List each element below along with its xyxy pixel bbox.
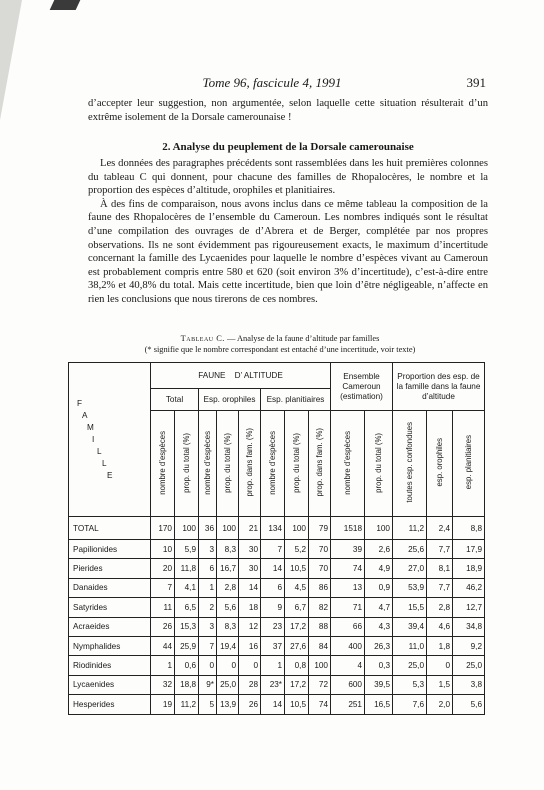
table-cell: 2,8 bbox=[427, 598, 453, 617]
table-cell: 37 bbox=[261, 636, 285, 655]
column-header-label: prop. dans fam. (%) bbox=[245, 428, 254, 497]
table-cell: 15,5 bbox=[393, 598, 427, 617]
paragraph-continuation bbox=[88, 97, 488, 124]
running-header-title: Tome 96, fascicule 4, 1991 bbox=[202, 75, 342, 90]
table-cell: 0,9 bbox=[365, 578, 393, 597]
row-label: Danaides bbox=[69, 578, 151, 597]
table-cell: 79 bbox=[309, 517, 331, 540]
row-label: Riodinides bbox=[69, 656, 151, 675]
table-cell: 53,9 bbox=[393, 578, 427, 597]
table-cell: 82 bbox=[309, 598, 331, 617]
table-cell: 7 bbox=[151, 578, 175, 597]
famille-letters bbox=[69, 398, 150, 482]
table-cell: 6,7 bbox=[285, 598, 309, 617]
column-header bbox=[217, 411, 239, 517]
column-header bbox=[427, 411, 453, 517]
column-header bbox=[285, 411, 309, 517]
table-cell: 13,9 bbox=[217, 695, 239, 714]
table-cell: 1 bbox=[151, 656, 175, 675]
table-cell: 5 bbox=[199, 695, 217, 714]
row-label: Papilionides bbox=[69, 540, 151, 559]
table-cell: 7,6 bbox=[393, 695, 427, 714]
proportion-header: Proportion des esp. de la famille dans la faune d’altitude bbox=[393, 363, 485, 411]
column-header-label: nombre d’espèces bbox=[203, 430, 212, 495]
table-cell: 12 bbox=[239, 617, 261, 636]
table-c bbox=[68, 362, 485, 715]
table-cell: 5,6 bbox=[453, 695, 485, 714]
table-cell: 4,9 bbox=[365, 559, 393, 578]
table-cell: 2,4 bbox=[427, 517, 453, 540]
table-cell: 600 bbox=[331, 675, 365, 694]
column-header-label: prop. du total (%) bbox=[182, 432, 191, 493]
table-cell: 72 bbox=[309, 675, 331, 694]
total-group-header: Total bbox=[151, 389, 199, 411]
table-cell: 86 bbox=[309, 578, 331, 597]
table-cell: 3 bbox=[199, 540, 217, 559]
table-cell: 7 bbox=[199, 636, 217, 655]
table-cell: 71 bbox=[331, 598, 365, 617]
famille-letter: F bbox=[77, 398, 83, 408]
table-cell: 84 bbox=[309, 636, 331, 655]
table-cell: 39,5 bbox=[365, 675, 393, 694]
table-cell: 74 bbox=[309, 695, 331, 714]
table-cell: 170 bbox=[151, 517, 175, 540]
table-cell: 100 bbox=[365, 517, 393, 540]
table-cell: 25,0 bbox=[217, 675, 239, 694]
table-cell: 4,3 bbox=[365, 617, 393, 636]
table-cell: 0 bbox=[427, 656, 453, 675]
table-cell: 20 bbox=[151, 559, 175, 578]
planitiaires-group-header: Esp. planitiaires bbox=[261, 389, 331, 411]
table-cell: 16,5 bbox=[365, 695, 393, 714]
famille-letter: E bbox=[107, 470, 113, 480]
table-cell: 5,6 bbox=[217, 598, 239, 617]
table-cell: 251 bbox=[331, 695, 365, 714]
table-cell: 5,2 bbox=[285, 540, 309, 559]
table-row bbox=[69, 617, 485, 636]
table-cell: 25,0 bbox=[453, 656, 485, 675]
table-cell: 19 bbox=[151, 695, 175, 714]
table-cell: 8,3 bbox=[217, 617, 239, 636]
column-header-label: nombre d’espèces bbox=[268, 430, 277, 495]
faune-altitude-header: FAUNE D’ ALTITUDE bbox=[151, 363, 331, 389]
table-cell: 4 bbox=[331, 656, 365, 675]
table-cell: 10,5 bbox=[285, 559, 309, 578]
table-cell: 100 bbox=[217, 517, 239, 540]
table-cell: 6 bbox=[199, 559, 217, 578]
table-cell: 74 bbox=[331, 559, 365, 578]
table-cell: 34,8 bbox=[453, 617, 485, 636]
table-cell: 1,5 bbox=[427, 675, 453, 694]
table-cell: 25,9 bbox=[175, 636, 199, 655]
row-label: Acraeides bbox=[69, 617, 151, 636]
table-cell: 27,6 bbox=[285, 636, 309, 655]
column-header bbox=[261, 411, 285, 517]
table-cell: 0 bbox=[239, 656, 261, 675]
table-cell: 70 bbox=[309, 540, 331, 559]
column-header-label: prop. du total (%) bbox=[223, 432, 232, 493]
column-header-label: nombre d’espèces bbox=[343, 430, 352, 495]
table-cell: 7,7 bbox=[427, 540, 453, 559]
table-cell: 46,2 bbox=[453, 578, 485, 597]
table-cell: 25,0 bbox=[393, 656, 427, 675]
table-row bbox=[69, 517, 485, 540]
table-cell: 5,9 bbox=[175, 540, 199, 559]
table-cell: 3 bbox=[199, 617, 217, 636]
table-cell: 9,2 bbox=[453, 636, 485, 655]
table-cell: 16,7 bbox=[217, 559, 239, 578]
table-cell: 11,8 bbox=[175, 559, 199, 578]
table-cell: 9* bbox=[199, 675, 217, 694]
column-header bbox=[309, 411, 331, 517]
table-cell: 14 bbox=[239, 578, 261, 597]
table-row bbox=[69, 636, 485, 655]
famille-letter: L bbox=[97, 446, 102, 456]
column-header bbox=[393, 411, 427, 517]
table-cell: 17,9 bbox=[453, 540, 485, 559]
column-header-label: esp. orophiles bbox=[435, 438, 444, 487]
column-header bbox=[151, 411, 175, 517]
table-cell: 28 bbox=[239, 675, 261, 694]
table-cell: 15,3 bbox=[175, 617, 199, 636]
column-header-label: prop. du total (%) bbox=[292, 432, 301, 493]
table-cell: 16 bbox=[239, 636, 261, 655]
column-header-label: nombre d’espèces bbox=[158, 430, 167, 495]
table-cell: 32 bbox=[151, 675, 175, 694]
caption-label: Tableau C. bbox=[180, 334, 225, 343]
row-label: Hesperides bbox=[69, 695, 151, 714]
row-label: Satyrides bbox=[69, 598, 151, 617]
table-cell: 14 bbox=[261, 559, 285, 578]
table-cell: 7,7 bbox=[427, 578, 453, 597]
table-cell: 2,6 bbox=[365, 540, 393, 559]
table-cell: 3,8 bbox=[453, 675, 485, 694]
table-cell: 0 bbox=[199, 656, 217, 675]
table-row bbox=[69, 578, 485, 597]
table-cell: 27,0 bbox=[393, 559, 427, 578]
table-cell: 25,6 bbox=[393, 540, 427, 559]
body-text bbox=[88, 157, 488, 307]
row-label: Pierides bbox=[69, 559, 151, 578]
table-cell: 100 bbox=[175, 517, 199, 540]
table-cell: 0,8 bbox=[285, 656, 309, 675]
table-cell: 4,5 bbox=[285, 578, 309, 597]
famille-letter: M bbox=[87, 422, 94, 432]
table-cell: 30 bbox=[239, 540, 261, 559]
table-cell: 66 bbox=[331, 617, 365, 636]
page-corner-mark bbox=[50, 0, 81, 10]
table-cell: 23* bbox=[261, 675, 285, 694]
table-row bbox=[69, 656, 485, 675]
table-cell: 8,8 bbox=[453, 517, 485, 540]
column-header bbox=[365, 411, 393, 517]
row-label: Nymphalides bbox=[69, 636, 151, 655]
table-cell: 12,7 bbox=[453, 598, 485, 617]
table-cell: 2 bbox=[199, 598, 217, 617]
table-row bbox=[69, 559, 485, 578]
table-cell: 26,3 bbox=[365, 636, 393, 655]
table-cell: 18 bbox=[239, 598, 261, 617]
table-cell: 7 bbox=[261, 540, 285, 559]
page-corner-shadow bbox=[0, 0, 22, 120]
table-cell: 88 bbox=[309, 617, 331, 636]
table-cell: 13 bbox=[331, 578, 365, 597]
table-cell: 0 bbox=[217, 656, 239, 675]
table-cell: 39 bbox=[331, 540, 365, 559]
table-cell: 0,6 bbox=[175, 656, 199, 675]
table-cell: 6,5 bbox=[175, 598, 199, 617]
table-cell: 5,3 bbox=[393, 675, 427, 694]
table-cell: 26 bbox=[151, 617, 175, 636]
column-header bbox=[453, 411, 485, 517]
row-label: TOTAL bbox=[69, 517, 151, 540]
table-cell: 21 bbox=[239, 517, 261, 540]
famille-header bbox=[69, 363, 151, 517]
table-cell: 11 bbox=[151, 598, 175, 617]
table-cell: 1518 bbox=[331, 517, 365, 540]
table-cell: 1,8 bbox=[427, 636, 453, 655]
famille-letter: L bbox=[102, 458, 107, 468]
table-cell: 9 bbox=[261, 598, 285, 617]
paragraph-2: Les données des paragraphes précédents sont rassemblées dans les huit premières colonnes du tableau C qui donnent, pour chacune des familles de Rhopalocères, le nombre et la proportion des espèces d’altitude, orophiles et planitiaires. bbox=[88, 158, 488, 197]
caption-note: (* signifie que le nombre correspondant est entaché d’une incertitude, voir texte) bbox=[144, 345, 416, 354]
table-cell: 18,9 bbox=[453, 559, 485, 578]
table-cell: 10,5 bbox=[285, 695, 309, 714]
famille-letter: A bbox=[82, 410, 88, 420]
table-cell: 100 bbox=[309, 656, 331, 675]
table-cell: 44 bbox=[151, 636, 175, 655]
section-heading: 2. Analyse du peuplement de la Dorsale camerounaise bbox=[162, 141, 414, 153]
row-label: Lycaenides bbox=[69, 675, 151, 694]
table-cell: 11,0 bbox=[393, 636, 427, 655]
column-header-label: toutes esp. confondues bbox=[405, 422, 414, 503]
table-cell: 17,2 bbox=[285, 675, 309, 694]
table-cell: 11,2 bbox=[175, 695, 199, 714]
table-cell: 18,8 bbox=[175, 675, 199, 694]
column-header bbox=[239, 411, 261, 517]
table-cell: 11,2 bbox=[393, 517, 427, 540]
table-cell: 4,6 bbox=[427, 617, 453, 636]
table-cell: 400 bbox=[331, 636, 365, 655]
table-cell: 17,2 bbox=[285, 617, 309, 636]
table-cell: 10 bbox=[151, 540, 175, 559]
table-cell: 8,1 bbox=[427, 559, 453, 578]
table-cell: 39,4 bbox=[393, 617, 427, 636]
column-header bbox=[175, 411, 199, 517]
table-row bbox=[69, 540, 485, 559]
table-caption bbox=[70, 333, 490, 355]
table-cell: 6 bbox=[261, 578, 285, 597]
table-cell: 2,8 bbox=[217, 578, 239, 597]
table-cell: 19,4 bbox=[217, 636, 239, 655]
table-cell: 100 bbox=[285, 517, 309, 540]
column-header-label: esp. planitiaires bbox=[464, 435, 473, 490]
column-header-label: prop. dans fam. (%) bbox=[315, 428, 324, 497]
table-cell: 134 bbox=[261, 517, 285, 540]
column-header bbox=[331, 411, 365, 517]
table-cell: 1 bbox=[261, 656, 285, 675]
table-cell: 36 bbox=[199, 517, 217, 540]
table-cell: 0,3 bbox=[365, 656, 393, 675]
column-header bbox=[199, 411, 217, 517]
table-row bbox=[69, 695, 485, 714]
table-row bbox=[69, 598, 485, 617]
page-number: 391 bbox=[466, 75, 486, 90]
column-header-label: prop. du total (%) bbox=[374, 432, 383, 493]
famille-letter: I bbox=[92, 434, 95, 444]
table-cell: 30 bbox=[239, 559, 261, 578]
table-cell: 4,7 bbox=[365, 598, 393, 617]
table-cell: 2,0 bbox=[427, 695, 453, 714]
table-cell: 1 bbox=[199, 578, 217, 597]
table-cell: 8,3 bbox=[217, 540, 239, 559]
table-row bbox=[69, 675, 485, 694]
cameroun-header: Ensemble Cameroun (estimation) bbox=[331, 363, 393, 411]
table-cell: 26 bbox=[239, 695, 261, 714]
table-cell: 23 bbox=[261, 617, 285, 636]
paragraph-3: À des fins de comparaison, nous avons inclus dans ce même tableau la composition de la faune des Rhopalocères de l’ensemble du Cameroun. Les nombres indiqués sont le résultat d’une compilation des ouvrages de d’Abrera et de Berger, complétée par nos propres observations. Ils ne sont évidemment pas rigoureusement exacts, le maximum d’incertitude concernant la famille des Lycaenides pour laquelle le nombre d’espèces vivant au Cameroun est probablement compris entre 580 et 620 (soit environ 3% d’incertitude), c’est-à-dire entre 38,2% et 40,8% du total. Mais cette incertitude, bien que loin d’être négligeable, n’affecte en rien les conclusions que nous tirerons de ces nombres. bbox=[88, 198, 488, 305]
paragraph-1: d’accepter leur suggestion, non argumentée, selon laquelle cette situation résulterait d’un extrême isolement de la Dorsale camerounaise ! bbox=[88, 98, 488, 123]
table-cell: 70 bbox=[309, 559, 331, 578]
orophiles-group-header: Esp. orophiles bbox=[199, 389, 261, 411]
table-cell: 14 bbox=[261, 695, 285, 714]
table-cell: 4,1 bbox=[175, 578, 199, 597]
caption-text: — Analyse de la faune d’altitude par familles bbox=[224, 334, 380, 343]
